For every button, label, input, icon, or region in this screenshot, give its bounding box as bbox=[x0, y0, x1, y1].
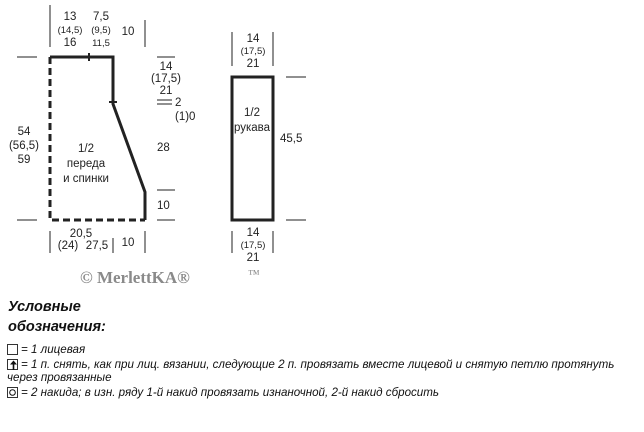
dim-top-left-b: (14,5) bbox=[57, 25, 83, 36]
front-back-label-2: переда bbox=[66, 158, 106, 170]
dim-top-mid-c: 11,5 bbox=[92, 38, 110, 49]
empty-square-icon bbox=[7, 344, 18, 355]
arrow-up-icon bbox=[7, 359, 18, 370]
sleeve-label-2: рукава bbox=[233, 122, 271, 134]
dim-bottom-right: 10 bbox=[121, 237, 135, 249]
front-back-label-3: и спинки bbox=[63, 173, 109, 185]
dim-top-left-a: 13 bbox=[63, 11, 77, 23]
dim-top-mid-a: 7,5 bbox=[93, 11, 109, 23]
dim-top-mid-b: (9,5) bbox=[91, 25, 111, 36]
legend-title-line2: обозначения: bbox=[8, 319, 106, 335]
watermark: © MerlettKA® bbox=[80, 268, 190, 287]
dim-neck-b: (1)0 bbox=[175, 111, 196, 123]
dim-armhole-c: 21 bbox=[159, 85, 173, 97]
front-back-dashed-edge bbox=[50, 57, 145, 220]
sleeve-bottom-b: (17,5) bbox=[240, 240, 266, 251]
legend-title-line1: Условные bbox=[8, 299, 81, 315]
dim-top-right: 10 bbox=[121, 26, 135, 38]
legend-item-decrease-text: = 1 п. снять, как при лиц. вязании, следующие 2 п. провязать вместе лицевой и снятую петлю протянуть через провязанные bbox=[7, 358, 615, 384]
dim-top-left-c: 16 bbox=[63, 37, 77, 49]
sleeve-bottom-c: 21 bbox=[246, 252, 260, 264]
circle-in-square-icon bbox=[7, 387, 18, 398]
dim-left-a: 54 bbox=[17, 126, 31, 138]
legend-item-yarnover bbox=[7, 386, 639, 399]
sleeve-piece bbox=[232, 32, 306, 264]
dim-neck-a: 2 bbox=[175, 97, 182, 109]
front-back-piece bbox=[9, 5, 195, 253]
front-back-label-1: 1/2 bbox=[78, 143, 94, 155]
dim-side-mid: 28 bbox=[157, 142, 170, 154]
dim-armhole-a: 14 bbox=[159, 61, 173, 73]
sleeve-right: 45,5 bbox=[280, 133, 303, 145]
dim-bottom-a: 20,5 bbox=[69, 228, 93, 240]
legend-item-knit-text: = 1 лицевая bbox=[21, 343, 86, 356]
dim-armhole-b: (17,5) bbox=[150, 73, 182, 85]
front-back-solid-edge bbox=[50, 57, 145, 220]
legend-item-decrease bbox=[7, 358, 639, 384]
legend-item-knit bbox=[7, 343, 639, 356]
sleeve-outline bbox=[232, 77, 273, 220]
sleeve-bottom-a: 14 bbox=[246, 227, 260, 239]
sleeve-top-a: 14 bbox=[246, 33, 260, 45]
dim-bottom-b: (24) bbox=[57, 240, 79, 252]
trademark: ™ bbox=[248, 267, 260, 281]
dim-left-c: 59 bbox=[17, 154, 31, 166]
dim-left-b: (56,5) bbox=[8, 140, 40, 152]
sleeve-label-1: 1/2 bbox=[244, 107, 260, 119]
legend-item-yarnover-text: = 2 накида; в изн. ряду 1-й накид провязать изнаночной, 2-й накид сбросить bbox=[21, 386, 440, 399]
dim-bottom-c: 27,5 bbox=[85, 240, 109, 252]
sleeve-top-b: (17,5) bbox=[240, 46, 266, 57]
dim-side-bottom: 10 bbox=[157, 200, 170, 212]
sleeve-top-c: 21 bbox=[246, 58, 260, 70]
